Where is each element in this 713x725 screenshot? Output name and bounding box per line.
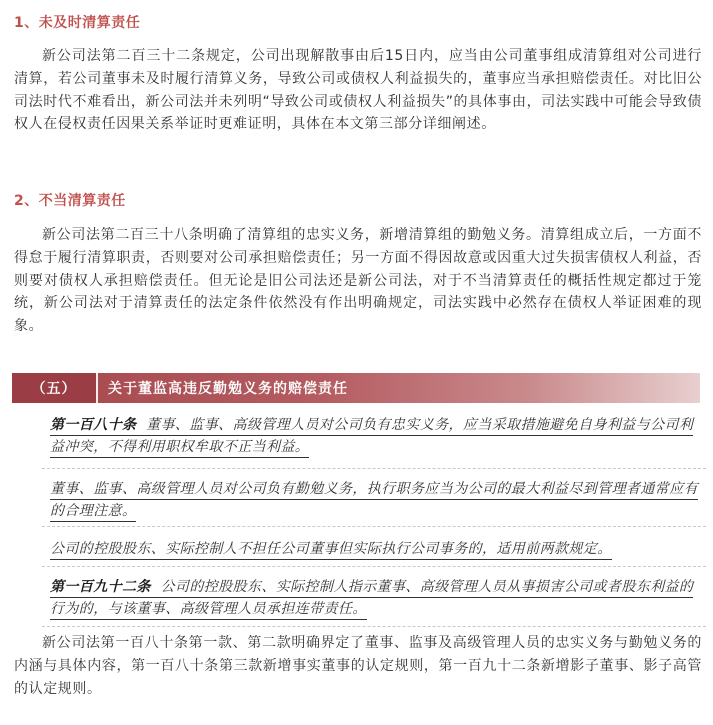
banner-tag: （五）	[12, 373, 96, 403]
article-180-paragraph-2: 董事、监事、高级管理人员对公司负有勤勉义务，执行职务应当为公司的最大利益尽到管理者通常应有的合理注意。	[50, 478, 698, 522]
banner-divider	[96, 373, 98, 403]
article-192	[50, 576, 698, 620]
article-192-number: 第一百九十二条	[50, 579, 151, 595]
section1-heading: 1、未及时清算责任	[14, 15, 141, 31]
section-banner	[12, 373, 700, 403]
section2-heading: 2、不当清算责任	[14, 193, 126, 209]
banner-title: 关于董监高违反勤勉义务的赔偿责任	[108, 381, 348, 397]
article-192-text: 公司的控股股东、实际控制人指示董事、高级管理人员从事损害公司或者股东利益的行为的，与该董事、高级管理人员承担连带责任。	[50, 579, 694, 617]
article-180-paragraph-3: 公司的控股股东、实际控制人不担任公司董事但实际执行公司事务的，适用前两款规定。	[50, 538, 698, 560]
article-180-number: 第一百八十条	[50, 417, 137, 433]
article-180-text: 董事、监事、高级管理人员对公司负有忠实义务，应当采取措施避免自身利益与公司利益冲突，不得利用职权牟取不正当利益。	[50, 417, 694, 455]
article-180	[50, 414, 698, 458]
section1-paragraph: 新公司法第二百三十二条规定，公司出现解散事由后15日内，应当由公司董事组成清算组对公司进行清算，若公司董事未及时履行清算义务，导致公司或债权人利益损失的，董事应当承担赔偿责任。对比旧公司法时代不难看出，新公司法并未列明“导致公司或债权人利益损失”的具体事由，司法实践中可能会导致债权人在侵权责任因果关系举证时更难证明，具体在本文第三部分详细阐述。	[14, 48, 702, 133]
closing-paragraph: 新公司法第一百八十条第一款、第二款明确界定了董事、监事及高级管理人员的忠实义务与勤勉义务的内涵与具体内容，第一百八十条第三款新增事实董事的认定规则，第一百九十二条新增影子董事、影子高管的认定规则。	[14, 635, 702, 697]
section2-paragraph: 新公司法第二百三十八条明确了清算组的忠实义务，新增清算组的勤勉义务。清算组成立后，一方面不得怠于履行清算职责，否则要对公司承担赔偿责任；另一方面不得因故意或因重大过失损害债权人利益，否则要对债权人承担赔偿责任。但无论是旧公司法还是新公司法，对于不当清算责任的概括性规定都过于笼统，新公司法对于清算责任的法定条件依然没有作出明确规定，司法实践中必然存在债权人举证困难的现象。	[14, 227, 702, 335]
